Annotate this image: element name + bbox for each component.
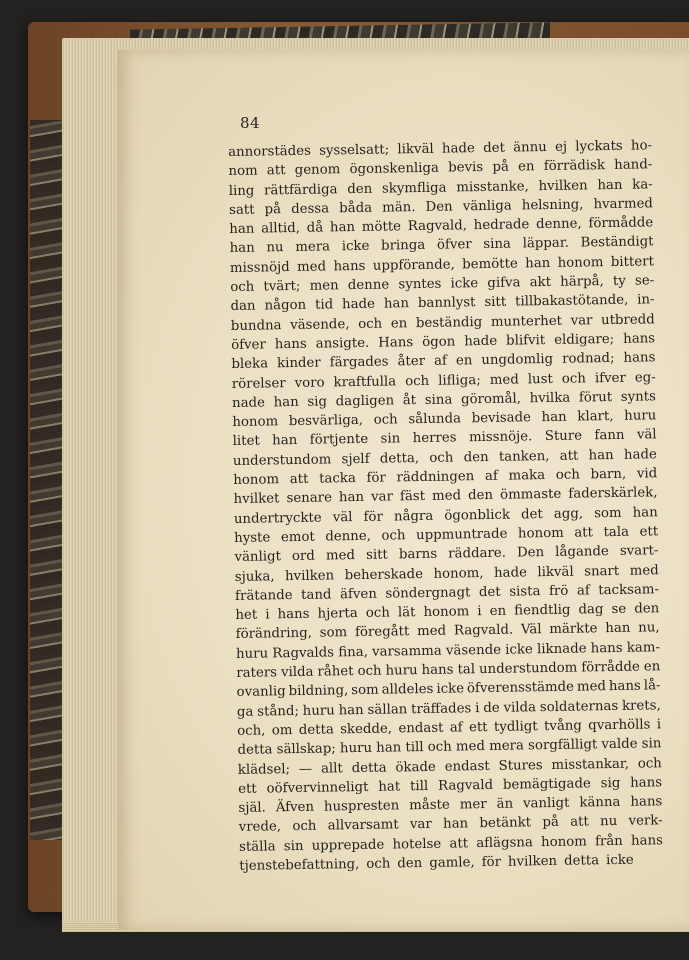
text-line: ett oöfvervinneligt hat till Ragvald bemägtigade sig hans	[238, 775, 663, 797]
text-line: nade han sig dagligen åt sina göromål, hvilka förut synts	[231, 389, 657, 411]
text-line: nom att genom ögonskenliga bevis på en förrädisk hand-	[228, 157, 653, 180]
text-line: huru Ragvalds fina, varsamma väsende icke liknade hans kam-	[235, 639, 661, 662]
text-line: öfver hans ansigte. Hans ögon hade blifvit eldigare; hans	[231, 331, 656, 353]
text-line: tjenstebefattning, och den gamle, för hvilken detta icke	[239, 852, 634, 874]
text-line: annorstädes sysselsatt; likväl hade det ännu ej lyckats ho-	[228, 138, 653, 160]
text-line: missnöjd med hans uppförande, bemötte han honom bittert	[229, 254, 654, 276]
text-line: bleka kinder färgades åter af en ungdomlig rodnad; hans	[231, 350, 656, 373]
text-line: understundom sjelf detta, och den tanken, att han hade	[232, 447, 657, 469]
text-line: raters vilda råhet och huru hans tal understundom förrådde en	[236, 659, 661, 681]
text-line: litet han förtjente sin herres missnöje. Sture fann väl	[232, 427, 657, 450]
text-line: rörelser voro kraftfulla och lifliga; med lust och ifver eg-	[231, 369, 656, 392]
text-line: klädsel; — allt detta ökade endast Stures misstankar, och	[237, 755, 662, 778]
text-line: själ. Äfven huspresten måste mer än vanligt känna hans	[238, 794, 663, 817]
text-line: frätande tand äfven söndergnagt det sista frö af tacksam-	[235, 582, 660, 604]
text-line: honom att tacka för räddningen af maka och barn, vid	[233, 466, 658, 489]
page-number: 84	[240, 114, 261, 132]
text-line: ling rättfärdiga den skymfliga misstanke, hvilken han ka-	[228, 176, 653, 199]
text-line: ga stånd; huru han sällan träffades i de vilda soldaternas krets,	[236, 697, 661, 720]
text-line: bundna väsende, och en beständig munterhet var utbredd	[230, 311, 655, 334]
text-line: sjuka, hvilken beherskade honom, hade likväl snart med	[234, 562, 659, 585]
text-line: honom besvärliga, och sålunda bevisade han klart, huru	[232, 408, 657, 431]
text-line: ovanlig bildning, som alldeles icke öfverensstämde med hans lå-	[236, 678, 661, 701]
text-line: förändring, som föregått med Ragvald. Väl märkte han nu,	[235, 620, 660, 643]
body-text	[228, 136, 663, 876]
text-line: detta sällskap; huru han till och med mera sorgfälligt valde sin	[237, 736, 662, 759]
text-line: och, om detta skedde, endast af ett tydligt tvång qvarhölls i	[237, 717, 662, 739]
text-line: han alltid, då han mötte Ragvald, hedrade denne, förmådde	[229, 215, 654, 238]
text-line: vrede, och allvarsamt var han betänkt på att nu verk-	[238, 813, 663, 836]
text-line: han nu mera icke bringa öfver sina läppar. Beständigt	[229, 234, 654, 257]
text-line: ställa sin upprepade hotelse att aflägsna honom från hans	[238, 832, 664, 855]
text-line: vänligt ord med sitt barns räddare. Den lågande svart-	[234, 543, 659, 566]
text-line: hyste emot denne, och uppmuntrade honom att tala ett	[234, 524, 659, 546]
text-line: dan någon tid hade han bannlyst sitt tillbakastötande, in-	[230, 292, 655, 315]
text-line: och tvärt; men denne syntes icke gifva akt härpå, ty se-	[230, 273, 655, 296]
text-line: het i hans hjerta och lät honom i en fiendtlig dag se den	[235, 601, 660, 624]
text-line: hvilket senare han var fäst med den ömmaste faderskärlek,	[233, 485, 658, 508]
text-line: satt på dessa båda män. Den vänliga helsning, hvarmed	[228, 196, 654, 218]
marbled-edge	[30, 120, 62, 840]
text-line: undertryckte väl för några ögonblick det agg, som han	[233, 504, 658, 527]
